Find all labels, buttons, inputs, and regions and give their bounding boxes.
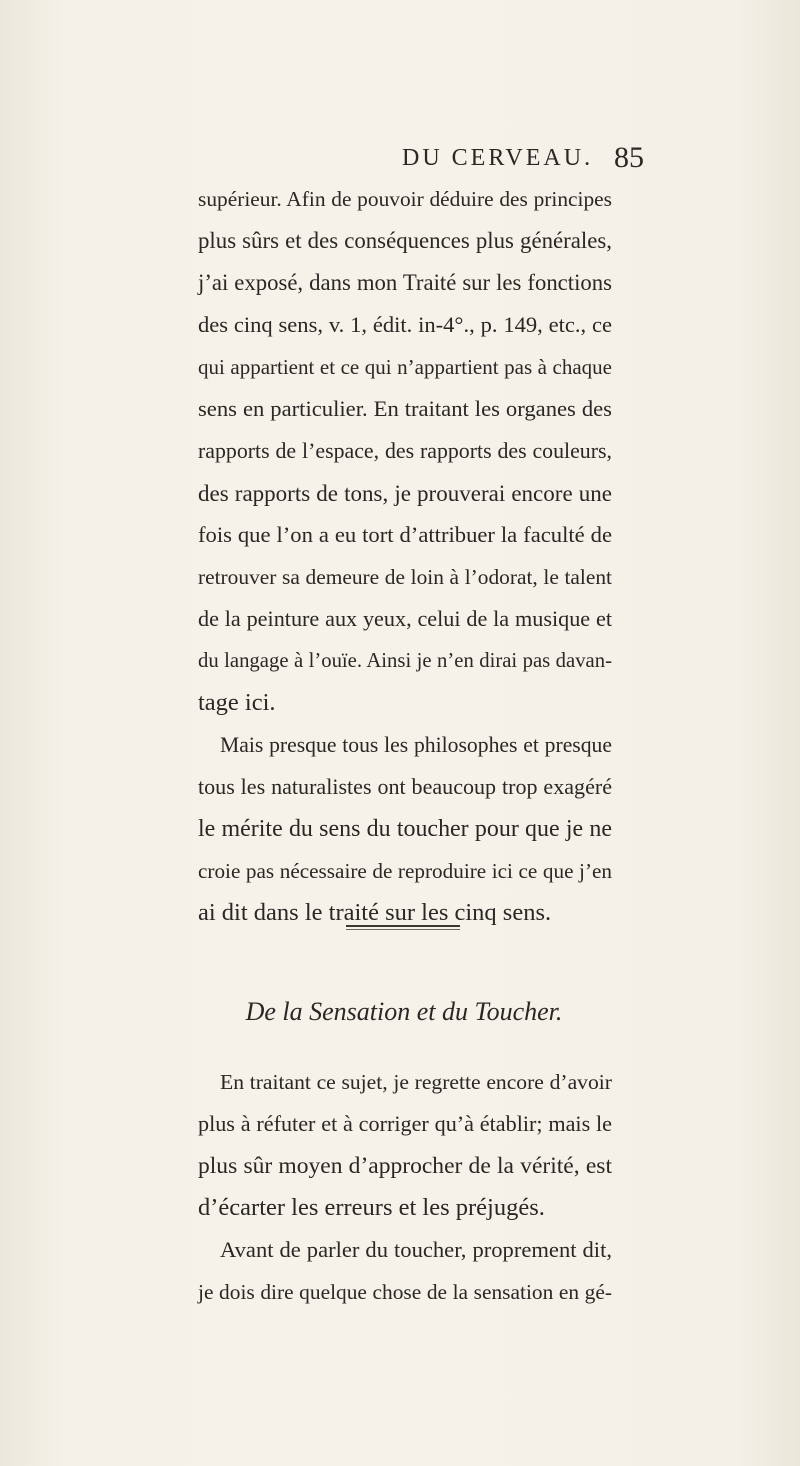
running-head (0, 138, 800, 178)
text-line: le mérite du sens du toucher pour que je ne (198, 816, 612, 842)
text-line: En traitant ce sujet, je regrette encore d’avoir (220, 1070, 612, 1094)
running-title: DU CERVEAU. (402, 145, 594, 171)
text-line: plus sûrs et des conséquences plus générales, (198, 228, 612, 253)
text-line: je dois dire quelque chose de la sensation en gé- (198, 1280, 612, 1304)
text-line: plus à réfuter et à corriger qu’à établir; mais le (198, 1111, 612, 1136)
text-line: des rapports de tons, je prouverai encore une (198, 480, 612, 506)
text-line: croie pas nécessaire de reproduire ici ce que j’en (198, 859, 612, 883)
text-line: de la peinture aux yeux, celui de la musique et (198, 606, 612, 631)
text-line: d’écarter les erreurs et les préjugés. (198, 1194, 545, 1221)
text-line: des cinq sens, v. 1, édit. in-4°., p. 149, etc., ce (198, 312, 612, 337)
text-line: tous les naturalistes ont beaucoup trop exagéré (198, 774, 612, 799)
section-heading: De la Sensation et du Toucher. (245, 997, 563, 1026)
text-line: rapports de l’espace, des rapports des couleurs, (198, 439, 612, 463)
text-line: fois que l’on a eu tort d’attribuer la faculté de (198, 522, 612, 547)
text-line: j’ai exposé, dans mon Traité sur les fonctions (198, 270, 612, 295)
page-number: 85 (614, 141, 644, 174)
section-divider (346, 925, 460, 927)
text-line: tage ici. (198, 689, 276, 716)
text-line: supérieur. Afin de pouvoir déduire des principes (198, 187, 612, 211)
text-line: sens en particulier. En traitant les organes des (198, 396, 612, 421)
text-line: ai dit dans le traité sur les cinq sens. (198, 899, 552, 926)
text-line: Avant de parler du toucher, proprement dit, (220, 1237, 612, 1262)
text-line: retrouver sa demeure de loin à l’odorat, le talent (198, 565, 612, 589)
text-line: du langage à l’ouïe. Ainsi je n’en dirai pas davan- (198, 650, 612, 672)
text-line: qui appartient et ce qui n’appartient pas à chaque (198, 355, 612, 379)
text-line: Mais presque tous les philosophes et presque (220, 733, 612, 757)
text-line: plus sûr moyen d’approcher de la vérité, est (198, 1153, 612, 1179)
